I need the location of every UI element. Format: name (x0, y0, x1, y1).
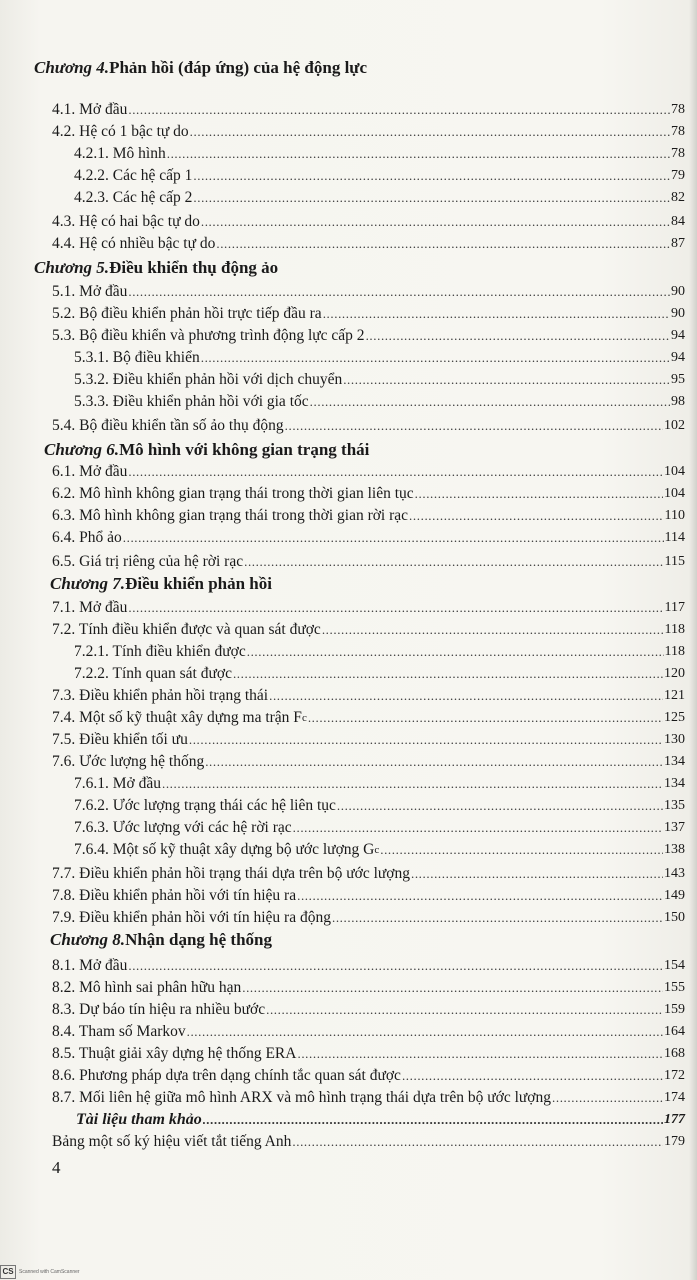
dot-leader (310, 392, 670, 412)
toc-entry (52, 708, 685, 728)
toc-entry-title: Điều khiển thụ động ảo (109, 258, 279, 277)
toc-entry (52, 304, 685, 324)
toc-entry-title: 5.1. Mở đầu (52, 283, 128, 300)
toc-entry-title: 7.5. Điều khiển tối ưu (52, 731, 188, 748)
toc-page-number: 94 (671, 328, 685, 343)
toc-entry (74, 370, 685, 390)
dot-leader (187, 1022, 663, 1042)
dot-leader (167, 144, 670, 164)
chapter-label: Chương 4. (34, 58, 110, 77)
toc-page-number: 168 (664, 1046, 685, 1061)
toc-entry (52, 620, 685, 640)
toc-entry-title: 6.5. Giá trị riêng của hệ rời rạc (52, 553, 244, 570)
dot-leader (343, 370, 670, 390)
dot-leader (366, 326, 670, 346)
toc-page-number: 98 (671, 394, 685, 409)
toc-entry-title: 7.8. Điều khiển phản hồi với tín hiệu ra (52, 887, 297, 904)
dot-leader (128, 462, 663, 482)
toc-entry-title: 7.4. Một số kỹ thuật xây dựng ma trận F (52, 709, 302, 726)
dot-leader (189, 730, 663, 750)
toc-entry (74, 188, 685, 208)
toc-page-number: 78 (671, 124, 685, 139)
toc-page-number: 102 (664, 418, 685, 433)
toc-page-number: 154 (664, 958, 685, 973)
toc-entry-title: Bảng một số ký hiệu viết tắt tiếng Anh (52, 1133, 292, 1150)
toc-entry-title: 7.2.1. Tính điều khiển được (74, 643, 246, 660)
dot-leader (128, 598, 663, 618)
toc-entry-title: 5.3. Bộ điều khiển và phương trình động lực cấp 2 (52, 327, 365, 344)
toc-entry (52, 416, 685, 436)
toc-entry (74, 348, 685, 368)
page-edge-shadow (689, 0, 697, 1280)
dot-leader (128, 956, 663, 976)
toc-chapter-heading (44, 440, 685, 460)
scanner-stamp-text: Scanned with CamScanner (19, 1268, 80, 1275)
toc-entry (74, 664, 685, 684)
toc-chapter-heading (50, 930, 685, 950)
toc-entry (52, 100, 685, 120)
toc-entry-title: Điều khiển phản hồi (125, 574, 272, 593)
subscript: c (301, 712, 307, 724)
toc-page-number: 179 (664, 1134, 685, 1149)
dot-leader (201, 348, 670, 368)
dot-leader (415, 484, 663, 504)
toc-entry-title: 8.7. Mối liên hệ giữa mô hình ARX và mô hình trạng thái dựa trên bộ ước lượng (52, 1089, 551, 1106)
toc-entry (52, 864, 685, 884)
toc-entry-title: 5.4. Bộ điều khiển tần số ảo thụ động (52, 417, 284, 434)
toc-entry (74, 774, 685, 794)
toc-page-number: 94 (671, 350, 685, 365)
dot-leader (193, 188, 670, 208)
toc-entry-title: 5.2. Bộ điều khiển phản hồi trực tiếp đầu ra (52, 305, 322, 322)
toc-page-number: 78 (671, 102, 685, 117)
toc-page-number: 110 (664, 508, 685, 523)
toc-page-number: 159 (664, 1002, 685, 1017)
toc-entry (74, 144, 685, 164)
toc-entry-title: 4.2.3. Các hệ cấp 2 (74, 189, 193, 206)
dot-leader (216, 234, 670, 254)
toc-chapter-heading (34, 258, 685, 278)
toc-entry-title: 7.3. Điều khiển phản hồi trạng thái (52, 687, 269, 704)
toc-page-number: 104 (664, 464, 685, 479)
toc-entry-title: 7.6.2. Ước lượng trạng thái các hệ liên tục (74, 797, 336, 814)
toc-entry-title: 6.3. Mô hình không gian trạng thái trong thời gian rời rạc (52, 507, 409, 524)
subscript: c (374, 844, 380, 856)
toc-entry (52, 234, 685, 254)
dot-leader (322, 620, 664, 640)
toc-entry (74, 840, 685, 860)
toc-page-number: 138 (664, 842, 685, 857)
toc-entry (52, 1022, 685, 1042)
toc-entry (52, 326, 685, 346)
dot-leader (332, 908, 663, 928)
toc-page-number: 90 (671, 306, 685, 321)
chapter-label: Chương 6. (44, 440, 120, 459)
dot-leader (402, 1066, 663, 1086)
toc-entry-title: 7.6.4. Một số kỹ thuật xây dựng bộ ước lượng G (74, 841, 375, 858)
toc-entry (52, 956, 685, 976)
toc-page-number: 114 (664, 530, 685, 545)
toc-entry-title: 7.6. Ước lượng hệ thống (52, 753, 205, 770)
toc-entry-title: 8.3. Dự báo tín hiệu ra nhiều bước (52, 1001, 266, 1018)
toc-entry (52, 908, 685, 928)
dot-leader (297, 1044, 663, 1064)
toc-page-number: 135 (664, 798, 685, 813)
toc-entry-title: 7.7. Điều khiển phản hồi trạng thái dựa trên bộ ước lượng (52, 865, 410, 882)
dot-leader (308, 708, 663, 728)
toc-entry (52, 978, 685, 998)
toc-page-number: 90 (671, 284, 685, 299)
toc-page-number: 149 (664, 888, 685, 903)
toc-page-number: 177 (664, 1112, 685, 1127)
dot-leader (123, 528, 664, 548)
toc-page-number: 84 (671, 214, 685, 229)
toc-page-number: 121 (664, 688, 685, 703)
toc-page-number: 78 (671, 146, 685, 161)
dot-leader (292, 1132, 663, 1152)
toc-entry (76, 1110, 685, 1130)
toc-page-number: 174 (664, 1090, 685, 1105)
toc-page-number: 150 (664, 910, 685, 925)
toc-entry-title: 6.2. Mô hình không gian trạng thái trong thời gian liên tục (52, 485, 414, 502)
toc-entry-title: 7.1. Mở đầu (52, 599, 128, 616)
toc-page-number: 125 (664, 710, 685, 725)
dot-leader (247, 642, 664, 662)
page-number: 4 (52, 1158, 61, 1177)
dot-leader (266, 1000, 663, 1020)
toc-entry-title: 5.3.3. Điều khiển phản hồi với gia tốc (74, 393, 309, 410)
camscanner-logo-icon: CS (0, 1265, 16, 1279)
toc-entry-title: 4.2. Hệ có 1 bậc tự do (52, 123, 189, 140)
toc-page-number: 118 (664, 622, 685, 637)
toc-page-number: 87 (671, 236, 685, 251)
toc-page-number: 172 (664, 1068, 685, 1083)
dot-leader (552, 1088, 663, 1108)
dot-leader (244, 552, 663, 572)
toc-entry (52, 1088, 685, 1108)
toc-entry-title: 7.6.3. Ước lượng với các hệ rời rạc (74, 819, 292, 836)
dot-leader (203, 1110, 663, 1130)
toc-entry-title: 8.6. Phương pháp dựa trên dạng chính tắc quan sát được (52, 1067, 401, 1084)
toc-entry-title: 7.6.1. Mở đầu (74, 775, 161, 792)
toc-entry-title: Nhận dạng hệ thống (125, 930, 272, 949)
toc-entry (52, 484, 685, 504)
toc-chapter-heading (50, 574, 685, 594)
dot-leader (337, 796, 663, 816)
toc-page-number: 134 (664, 754, 685, 769)
dot-leader (190, 122, 670, 142)
dot-leader (242, 978, 663, 998)
dot-leader (193, 166, 670, 186)
toc-page-number: 95 (671, 372, 685, 387)
toc-entry (52, 212, 685, 232)
dot-leader (128, 100, 670, 120)
toc-entry-title: 4.1. Mở đầu (52, 101, 128, 118)
toc-entry (52, 552, 685, 572)
toc-entry-title: 7.2. Tính điều khiển được và quan sát được (52, 621, 321, 638)
toc-page-number: 104 (664, 486, 685, 501)
toc-entry (74, 818, 685, 838)
toc-entry-title: 8.4. Tham số Markov (52, 1023, 186, 1040)
toc-page-number: 82 (671, 190, 685, 205)
dot-leader (285, 416, 663, 436)
toc-entry (74, 392, 685, 412)
toc-entry (52, 122, 685, 142)
toc-entry (74, 642, 685, 662)
toc-entry-title: 6.1. Mở đầu (52, 463, 128, 480)
toc-page-number: 117 (664, 600, 685, 615)
toc-entry (52, 282, 685, 302)
toc-entry (52, 730, 685, 750)
toc-entry-title: 5.3.2. Điều khiển phản hồi với dịch chuyển (74, 371, 343, 388)
toc-entry-title: Mô hình với không gian trạng thái (119, 440, 370, 459)
toc-page-number: 130 (664, 732, 685, 747)
dot-leader (293, 818, 663, 838)
toc-entry (74, 166, 685, 186)
toc-page-number: 118 (664, 644, 685, 659)
toc-chapter-heading (34, 58, 685, 78)
toc-entry-title: 6.4. Phổ ảo (52, 529, 122, 546)
toc-entry-title: Phản hồi (đáp ứng) của hệ động lực (109, 58, 368, 77)
toc-page-number: 115 (664, 554, 685, 569)
toc-page-number: 79 (671, 168, 685, 183)
toc-entry-title: 8.1. Mở đầu (52, 957, 128, 974)
toc-entry-title: 7.2.2. Tính quan sát được (74, 665, 232, 682)
chapter-label: Chương 7. (50, 574, 126, 593)
toc-entry (52, 506, 685, 526)
toc-entry (52, 752, 685, 772)
chapter-label: Chương 8. (50, 930, 126, 949)
toc-entry (52, 1066, 685, 1086)
toc-entry (52, 686, 685, 706)
dot-leader (162, 774, 663, 794)
toc-entry (52, 1000, 685, 1020)
dot-leader (409, 506, 663, 526)
dot-leader (205, 752, 663, 772)
toc-entry-title: 7.9. Điều khiển phản hồi với tín hiệu ra động (52, 909, 331, 926)
dot-leader (323, 304, 670, 324)
toc-entry (74, 796, 685, 816)
toc-entry-title: 4.4. Hệ có nhiều bậc tự do (52, 235, 216, 252)
dot-leader (411, 864, 663, 884)
dot-leader (233, 664, 663, 684)
toc-entry (52, 528, 685, 548)
scanner-stamp (0, 1263, 80, 1280)
dot-leader (128, 282, 670, 302)
toc-entry-title: 8.5. Thuật giải xây dựng hệ thống ERA (52, 1045, 297, 1062)
toc-entry (52, 1132, 685, 1152)
toc-page-number: 137 (664, 820, 685, 835)
toc-entry (52, 598, 685, 618)
dot-leader (380, 840, 663, 860)
toc-entry (52, 886, 685, 906)
toc-entry-title: 5.3.1. Bộ điều khiển (74, 349, 200, 366)
toc-entry-title: 4.2.2. Các hệ cấp 1 (74, 167, 193, 184)
toc-page-number: 143 (664, 866, 685, 881)
toc-entry (52, 462, 685, 482)
dot-leader (201, 212, 670, 232)
chapter-label: Chương 5. (34, 258, 110, 277)
toc-entry-title: 4.2.1. Mô hình (74, 145, 166, 162)
toc-entry-title: Tài liệu tham khảo (76, 1111, 202, 1128)
toc-page-number: 155 (664, 980, 685, 995)
toc-page-number: 164 (664, 1024, 685, 1039)
dot-leader (269, 686, 663, 706)
toc-entry (52, 1044, 685, 1064)
toc-entry-title: 8.2. Mô hình sai phân hữu hạn (52, 979, 242, 996)
toc-page-number: 134 (664, 776, 685, 791)
toc-page-number: 120 (664, 666, 685, 681)
dot-leader (297, 886, 663, 906)
toc-entry-title: 4.3. Hệ có hai bậc tự do (52, 213, 200, 230)
